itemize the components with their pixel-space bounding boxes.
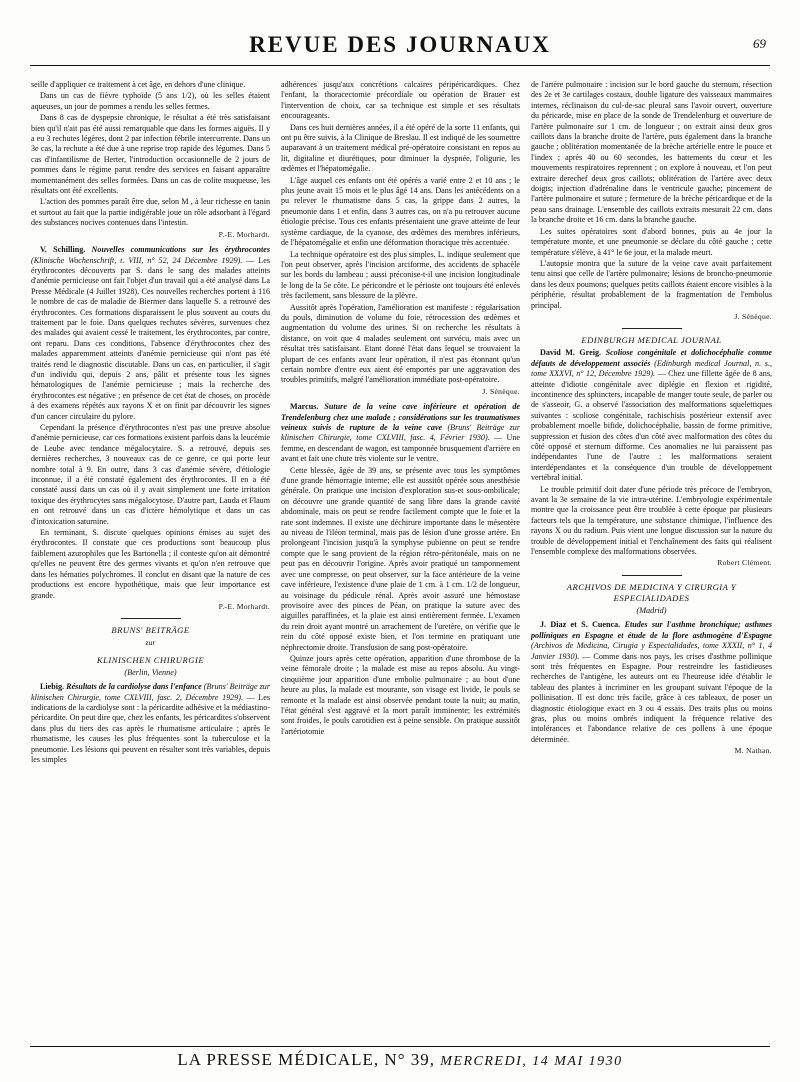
- footer-number: N° 39,: [384, 1050, 435, 1069]
- paragraph: Dans 8 cas de dyspepsie chronique, le résultat a été très satisfaisant bien qu'il n'ait pas été aussi remarquable que dans les formes aiguës. Il y a eu 3 rechutes légères, dont 2 par infection fébrile intercurrente. Dans un 3e cas, la rechute a été due à une reprise trop rapide des légumes. Dans 5 cas d'infantilisme de Herter, l'introduction occasionnelle de 2 jours de pommes dans le régime parut rendre des services en faisant apparaître momentanément des selles formées. Dans un cas de colite muqueuse, les résultats ont été excellents.: [31, 113, 270, 196]
- paragraph: adhérences jusqu'aux concrétions calcaires péripéricardiques. Chez l'enfant, la thoracectomie précordiale ou opération de Brauer est l'intervention de choix, car sa technique est simple et ses résultats encourageants.: [281, 80, 520, 121]
- page-number: 69: [753, 36, 766, 51]
- article-body: — Les indications de la cardiolyse sont : la péricardite adhésive et la médiastino-péricardite. On peut dire que, chez les enfants, les péricardites s'observent dans plus du tiers des cas après le rhumatisme articulaire ; après le rhumatisme, les causes les plus fréquentes sont la tuberculose et la pneumonie. Les lésions qui peuvent en résulter sont très variables, depuis les simples: [31, 692, 270, 764]
- article-title: Scoliose congénitale et dolichocéphalie comme défauts de développement associés: [531, 348, 772, 368]
- article-liebig: [31, 682, 270, 765]
- section-divider: [622, 575, 682, 576]
- article-reference: (Bruns' Beiträge zur klinischen Chirurgie, tome CXLVIII, fasc. 2, Décembre 1929).: [31, 682, 270, 702]
- article-author: V. Schilling.: [40, 245, 86, 255]
- article-author: Liebig.: [40, 682, 65, 692]
- article-body: — Une femme, en descendant de wagon, est tamponnée brusquement d'arrière en avant et fait une chute très violente sur le ventre.: [281, 433, 520, 464]
- page-title: REVUE DES JOURNAUX: [249, 32, 551, 57]
- signature: J. Sénèque.: [734, 311, 772, 321]
- column-left: [31, 80, 270, 1034]
- section-divider: [622, 328, 682, 329]
- paragraph: L'autopsie montra que la suture de la veine cave avait parfaitement tenu ainsi que celle de l'artère pulmonaire; lésions de broncho-pneumonie dans les deux poumons; quelques petits caillots étaient encore visibles à la périphérie, résultat probablement de la fragmentation de l'embolus principal.: [531, 258, 772, 310]
- journal-heading-subtitle: KLINISCHEN CHIRURGIE: [96, 654, 205, 665]
- paragraph: Le trouble primitif doit dater d'une période très précoce de l'embryon, avant la 3e semaine de la vie intra-utérine. L'embryologie expérimentale montre que la croissance peut être troublée à cette époque par plusieurs facteurs tels que la température, une substance chimique, l'influence des rayons X ou du radium. Puis vient une longue discussion sur la nature du trouble de développement initial et l'enchaînement des faits qui réalisent l'ensemble complexe des malformations observées.: [531, 484, 772, 557]
- signature: P.-E. Morhardt.: [218, 229, 270, 239]
- article-author: J. Diaz et S. Cuenca.: [540, 620, 621, 630]
- paragraph: En terminant, S. discute quelques opinions émises au sujet des érythrocontes. Il constate que ces productions sont beaucoup plus faiblement azurophiles que les Bartonella ; il conteste qu'on ait démontré qu'elles ne peuvent être des germes vivants et qu'on n'en retrouve que dans les hématies polychromes. Il conclut en disant que la nature de ces productions est encore hypothétique, mais que leur importance est grande.: [31, 528, 270, 600]
- article-reference: (Archivos de Medicina, Cirugia y Especialidades, tome XXXII, n° 1, 4 Janvier 1930).: [531, 641, 772, 661]
- journal-heading-connector: zur: [145, 638, 156, 648]
- column-right: [531, 80, 772, 1034]
- page-footer: [30, 1046, 770, 1072]
- paragraph: L'action des pommes paraît être due, selon M , à leur richesse en tanin et surtout au fait que la partie indigérable joue un rôle adsorbant à l'égard des substances nocives contenues dans l'intestin.: [31, 197, 270, 228]
- journal-heading: BRUNS' BEITRÄGE: [111, 625, 190, 636]
- journal-heading: ARCHIVOS DE MEDICINA Y CIRURGIA Y ESPECIALIDADES: [566, 581, 737, 603]
- article-schilling: [31, 245, 270, 422]
- journal-heading: EDINBURGH MEDICAL JOURNAL: [581, 335, 722, 346]
- article-diaz: [531, 620, 772, 745]
- paragraph: seille d'appliquer ce traitement à cet âge, en dehors d'une clinique.: [31, 80, 246, 89]
- signature: J. Sénèque.: [482, 386, 520, 396]
- footer-date: MERCREDI, 14 MAI 1930: [440, 1054, 623, 1069]
- paragraph: Dans ces huit dernières années, il a été opéré de la sorte 11 enfants, qui ont pu être suivis, à la Clinique de Breslau. Il est indiqué de les soumettre auparavant à un traitement médical pré-opératoire consistant en repos au lit, digitaline et diurétiques, pour diminuer la dyspnée, l'oligurie, les œdèmes et l'hépatomégalie.: [281, 122, 520, 174]
- article-body: — Les érythrocontes découverts par S. dans le sang des malades atteints d'anémie pernicieuse ont fait l'objet d'un travail qui a été analysé dans La Presse Médicale (4 Juillet 1928). Ces nouvelles recherches portent à 116 le nombre de cas de maladie de Biermer dans laquelle S. a retrouvé des érythrocontes. Ces formations disparaissent le plus souvent au cours du traitement par le foie. Dans quelques rechutes sévères, survenues chez des malades qui avaient cessé le traitement, les érythrocontes, par contre, ont reparu. Dans ces conditions, l'absence d'érythrocontes chez des malades apparemment atteints d'anémie pernicieuse qui n'ont pas été traités rend le diagnostic discutable. Dans un cas, en particulier, il s'agit d'un individu qui, depuis 2 ans, pâlit et présente tous les signes hématologiques de l'anémie pernicieuse ; mais la recherche des érythrocontes est négative ; en présence de cet état de choses, on procède à des examens répétés aux rayons X et on finit par découvrir les signes d'un cancer circulaire du pylore.: [31, 255, 270, 421]
- article-reference: (Bruns' Beiträge zur klinischen Chirurgie, tome CXLVIII, fasc. 4, Février 1930).: [281, 423, 520, 443]
- paragraph: Quinze jours après cette opération, apparition d'une thrombose de la veine fémorale droite ; la malade est mise au repos absolu. Au vingt-cinquième jour apparition d'une embolie pulmonaire ; au bout d'une heure au plus, la malade est mourante, son visage est livide, le pouls se remonte et la malade est ainsi observée pendant toute la nuit; au matin, l'état général s'est aggravé et la mort paraît imminente; les extrémités sont froides, le pouls carotidien est à peine sensible. On pratique aussitôt l'artériotomie: [281, 653, 520, 736]
- article-title: Suture de la veine cave inférieure et opération de Trendelenburg chez une malade ; considérations sur les traumatismes veineux suivis de rupture de la veine cave: [281, 402, 520, 432]
- section-divider: [121, 618, 181, 619]
- journal-place: (Berlin, Vienne): [124, 667, 177, 677]
- article-body: — Chez une fillette âgée de 8 ans, atteinte d'idiotie congénitale avec diplégie en flexion et rigidité, incontinence des sphincters, incapable de manger toute seule, de parler ou de s'asseoir, G. a observé l'association des malformations squelettiques suivantes : scoliose congénitale, rachischisis postérieur extensif avec probablement moelle bifide, dolichocéphalie, bassin de forme primitive, suppression et fusion des côtes d'un côté avec malformation des côtes du côté opposé et sternum difforme. Ces anomalies ne lui paraissent pas indépendantes l'une de l'autre : les malformations seraient interdépendantes et la conséquence d'un trouble de développement vertébral initial.: [531, 369, 772, 483]
- paragraph: de l'artère pulmonaire : incision sur le bord gauche du sternum, résection des 2e et 3e cartilages costaux, double ligature des vaisseaux mammaires internes, réclinaison du cul-de-sac pleural sans l'avoir ouvert, ouverture du péricarde, mise en place de la sonde de Trendelenburg et ouverture de l'artère pulmonaire sur 1 cm. de longueur ; on extrait ainsi deux gros caillots dans la branche droite de l'artère, puis également dans la branche gauche ; oblitération momentanée de la brèche artérielle entre le pouce et l'index ; après 40 ou 60 secondes, les battements du cœur et les mouvements respiratoires reprennent ; on explore à nouveau, et l'on peut extraire derechef deux gros caillots; oblitération de l'artère avec deux doigts; injection d'adrénaline dans le ventricule gauche; pincement de l'artère pulmonaire et suture ; fermeture de la brèche péricardique et de la peau sans drainage. L'ensemble des caillots extraits mesurait 22 cm. dans la branche droite et 16 cm. dans la branche gauche.: [531, 80, 772, 225]
- article-title: Etudes sur l'asthme bronchique; asthmes polliniques en Espagne et étude de la flore asthmogène d'Espagne: [531, 620, 772, 640]
- footer-line: [30, 1047, 770, 1070]
- article-body: — Comme dans nos pays, les crises d'asthme pollinique sont très fréquentes en Espagne. Pour restreindre les fastidieuses recherches de l'antigène, les auteurs ont eu l'heureuse idée d'établir le tableau des plantes à incriminer en les groupant suivant l'époque de la pollinisation. Il est donc très facile, grâce à ces tableaux, de poser un diagnostic étiologique exact en 3 ou 4 essais. Des traits plus ou moins gras, plus ou moins ombrés indiquent la fréquence relative des intolérances et l'abondance relative de ces pollens à une époque déterminée.: [531, 651, 772, 744]
- signature: Robert Clément.: [717, 558, 772, 568]
- article-author: David M. Greig.: [540, 348, 602, 358]
- article-greig: [531, 348, 772, 483]
- footer-journal: LA PRESSE MÉDICALE,: [177, 1050, 380, 1069]
- paragraph: Les suites opératoires sont d'abord bonnes, puis au 4e jour la température monte, et une pneumonie se déclare du côté gauche ; cette température s'élève, à 41° le 6e jour, et la malade meurt.: [531, 226, 772, 257]
- column-middle: [281, 80, 520, 1034]
- article-title: Résultats de la cardiolyse dans l'enfance: [66, 682, 202, 692]
- signature: M. Nathan.: [734, 746, 772, 756]
- paragraph: La technique opératoire est des plus simples. L. indique seulement que l'on peut observer, après l'incision arciforme, des accidents de sphacèle sur les bords du lambeau ; aussi préconise-t-il une incision longitudinale le long de la 5e côte. Le péricondre et le périoste ont toujours été enlevés très facilement, sans blessure de la plèvre.: [281, 249, 520, 301]
- masthead: [30, 30, 770, 66]
- article-reference: (Klinische Wochenschrift, t. VIII, n° 52, 24 Décembre 1929).: [31, 255, 243, 265]
- paragraph: Aussitôt après l'opération, l'amélioration est manifeste : régularisation du pouls, diminution de volume du foie, rétrocession des œdèmes et augmentation du volume des urines. Si on recherche les résultats à distance, on voit que 4 malades seulement ont survécu, mais avec un résultat très satisfaisant. Etant donné l'état dans lequel se trouvaient la plupart de ces enfants avant leur opération, il n'est pas étonnant qu'un certain nombre d'entre eux aient été emportés par une aggravation des troubles primitifs, malgré l'amélioration immédiate post-opératoire.: [281, 302, 520, 385]
- signature: P.-E. Morhardt.: [218, 601, 270, 611]
- article-reference: (Edinburgh medical Journal, n. s., tome XXXVI, n° 12, Décembre 1929).: [531, 358, 772, 379]
- paragraph: Cette blessée, âgée de 39 ans, se présente avec tous les symptômes d'une grande hémorragie interne; elle est aussitôt opérée sous anesthésie générale. On pratique une incision d'exploration sus-et sous-ombilicale; on découvre une grande quantité de sang libre dans la grande cavité abdominale, mais on peut se rendre facilement compte que le foie et la rate sont indemnes. Il existe une déchirure importante dans le mésentère au niveau de l'iléon terminal, mais pas de lésion d'une grosse artère. En prolongeant l'incision jusqu'à la symphyse pubienne on peut se rendre compte que le sang provient de la région rétro-péritonéale, mais on ne peut pas en découvrir l'origine. Après avoir pratiqué un tamponnement avec une compresse, on peut observer, sur la face antérieure de la veine cave inférieure, l'existence d'une plaie de 1 cm. à 1 cm. 1/2 de longueur, au voisinage du pédicule rénal. Après avoir assuré une hémostase provisoire avec des pinces de Péan, on pratique la suture avec des aiguilles paraffinées, et la plaie est ainsi entièrement fermée. L'examen du rein droit ayant montré un arrachement de l'uretère, on vérifie que le rein du côté opposé existe bien, et l'on termine en pratiquant une néphrectomie droite. Transfusion de sang post-opératoire.: [281, 465, 520, 652]
- paragraph: Cependant la présence d'érythrocontes n'est pas une preuve absolue d'anémie pernicieuse, car ces formations existent parfois dans la leucémie de Leube avec tendance mégalocytaire. S. a retrouvé, depuis ses dernières recherches, 3 nouveaux cas de ce genre, ce qui porte leur nombre total à 9. En outre, dans 3 cas d'anémie sévère, d'étiologie inconnue, il a été constaté également des érythrocontes. Il en a été constaté aussi dans un cas où il y avait simplement une forte irritation toxique des érythrocytes sans mégalocytose. D'autre part, Lauda et Flaum en ont retrouvé dans un cas d'ictère hémolytique et dans un cas d'intoxication saturnine.: [31, 423, 270, 526]
- paragraph: L'âge auquel ces enfants ont été opérés a varié entre 2 et 10 ans ; le plus jeune avait 15 mois et le plus âgé 14 ans. Dans les antécédents on a pu relever le rhumatisme dans 5 cas, la grippe dans 2 autres, la pneumonie dans 1 et enfin, dans 3 autres cas, on n'a pu retrouver aucune étiologie précise. Tous ces enfants présentaient une grave atteinte de leur système cardiaque, de la cyanose, des œdèmes des membres inférieurs, de l'hépatomégalie et enfin une déformation thoracique très accentuée.: [281, 175, 520, 248]
- article-author: Marcus.: [290, 402, 319, 412]
- paragraph: Dans un cas de fièvre typhoïde (5 ans 1/2), où les selles étaient aqueuses, un jour de pommes a rendu les selles fermes.: [31, 91, 270, 111]
- article-marcus: [281, 402, 520, 464]
- article-title: Nouvelles communications sur les érythrocontes: [91, 245, 270, 255]
- journal-place: (Madrid): [636, 605, 667, 615]
